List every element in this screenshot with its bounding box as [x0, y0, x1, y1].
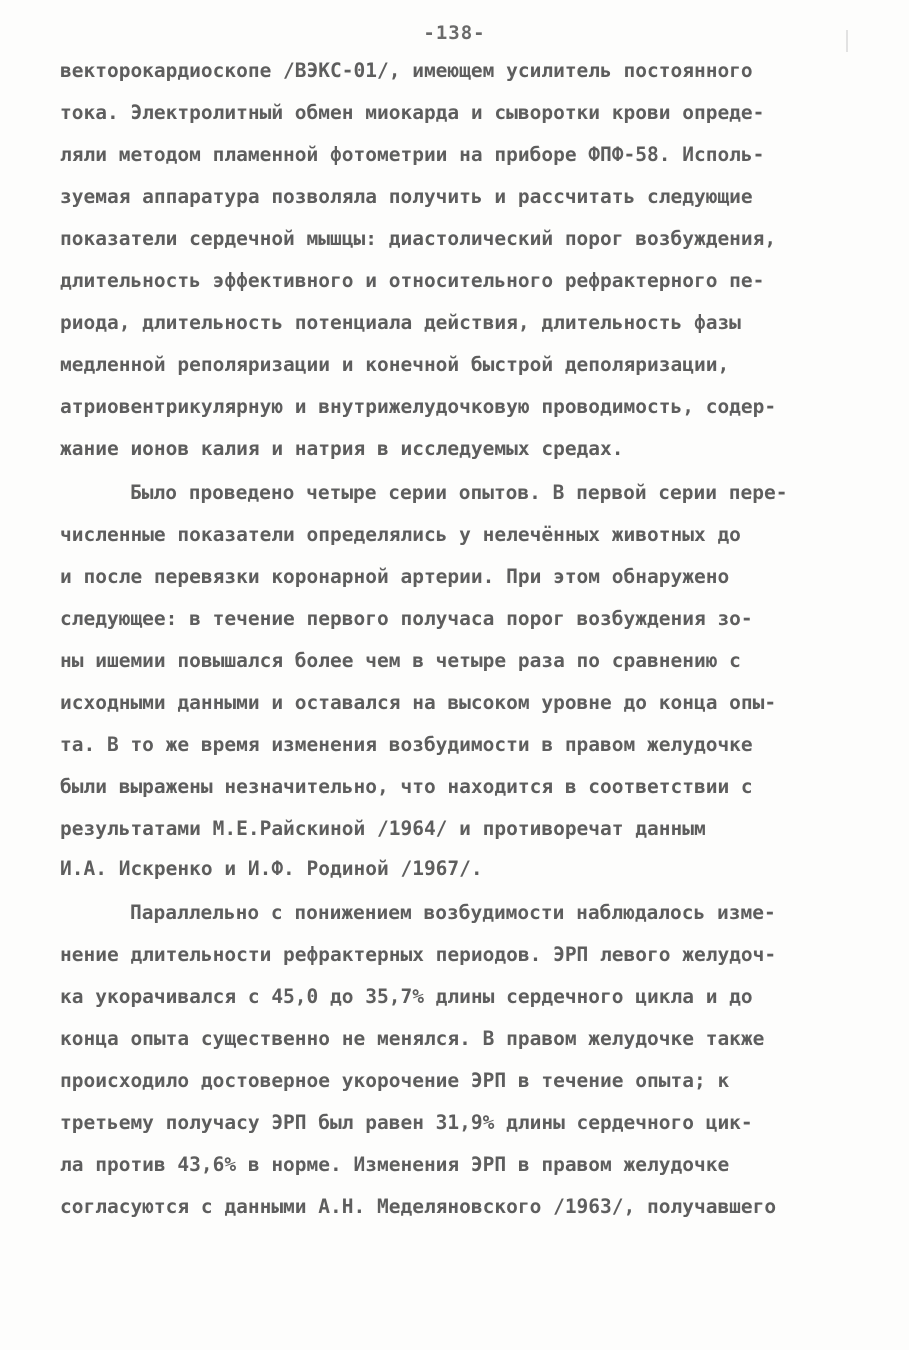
text-line: нение длительности рефрактерных периодов. ЭРП левого желудоч- [60, 943, 777, 966]
margin-mark [846, 30, 848, 52]
text-line: векторокардиоскопе /ВЭКС-01/, имеющем усилитель постоянного [60, 59, 753, 82]
text-line: та. В то же время изменения возбудимости в правом желудочке [60, 733, 753, 756]
text-line: зуемая аппаратура позволяла получить и рассчитать следующие [60, 185, 753, 208]
text-line: Параллельно с понижением возбудимости наблюдалось изме- [130, 901, 776, 924]
text-line: ка укорачивался с 45,0 до 35,7% длины сердечного цикла и до [60, 985, 753, 1008]
text-line: ляли методом пламенной фотометрии на приборе ФПФ-58. Исполь- [60, 143, 765, 166]
text-line: происходило достоверное укорочение ЭРП в течение опыта; к [60, 1069, 730, 1092]
text-line: тока. Электролитный обмен миокарда и сыворотки крови опреде- [60, 101, 765, 124]
text-line: ла против 43,6% в норме. Изменения ЭРП в правом желудочке [60, 1153, 730, 1176]
text-line: были выражены незначительно, что находится в соответствии с [60, 775, 753, 798]
text-line: ны ишемии повышался более чем в четыре раза по сравнению с [60, 649, 741, 672]
text-line: риода, длительность потенциала действия, длительность фазы [60, 311, 741, 334]
text-line: жание ионов калия и натрия в исследуемых средах. [60, 437, 624, 460]
text-line: третьему получасу ЭРП был равен 31,9% длины сердечного цик- [60, 1111, 753, 1134]
text-line: атриовентрикулярную и внутрижелудочковую проводимость, содер- [60, 395, 777, 418]
text-line: следующее: в течение первого получаса порог возбуждения зо- [60, 607, 753, 630]
text-line: длительность эффективного и относительного рефрактерного пе- [60, 269, 765, 292]
text-line: численные показатели определялись у нелечённых животных до [60, 523, 741, 546]
text-line: медленной реполяризации и конечной быстрой деполяризации, [60, 353, 730, 376]
text-line: результатами М.Е.Райскиной /1964/ и противоречат данным [60, 817, 706, 840]
text-line: согласуются с данными А.Н. Меделяновского /1963/, получавшего [60, 1195, 777, 1218]
page-number: -138- [423, 22, 486, 44]
text-line: Было проведено четыре серии опытов. В первой серии пере- [130, 481, 788, 504]
text-line: и после перевязки коронарной артерии. При этом обнаружено [60, 565, 730, 588]
text-line: исходными данными и оставался на высоком уровне до конца опы- [60, 691, 777, 714]
text-line: И.А. Искренко и И.Ф. Родиной /1967/. [60, 857, 483, 880]
text-line: показатели сердечной мышцы: диастолический порог возбуждения, [60, 227, 777, 250]
text-line: конца опыта существенно не менялся. В правом желудочке также [60, 1027, 765, 1050]
